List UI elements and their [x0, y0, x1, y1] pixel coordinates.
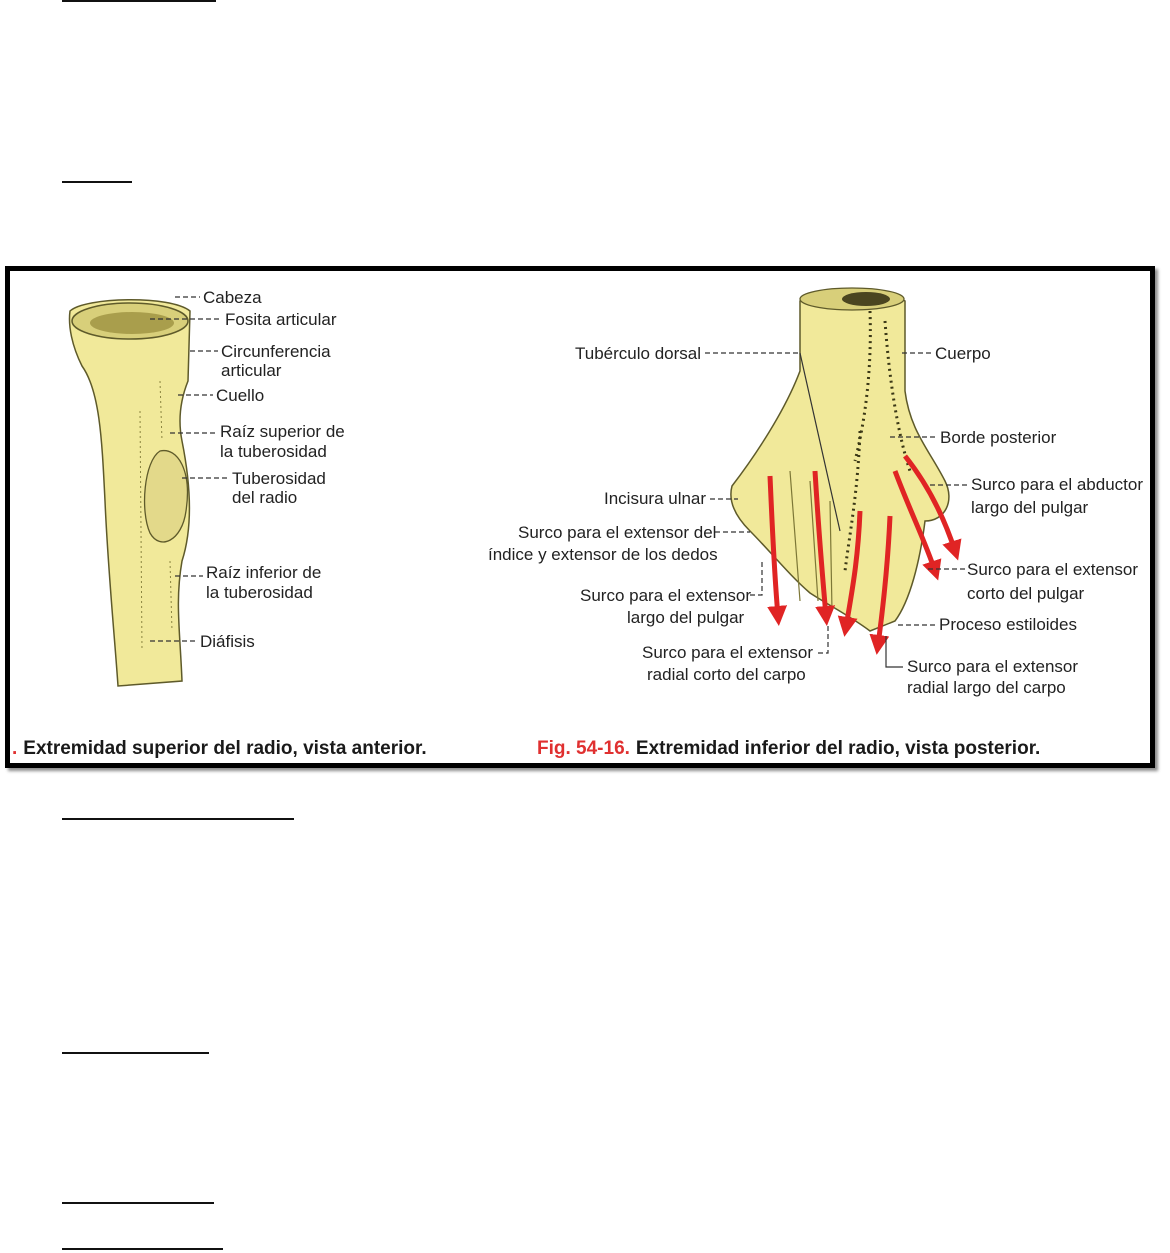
label-tuberosidad-2: del radio	[232, 488, 298, 507]
caption-right	[537, 738, 1040, 759]
heading-underline-2	[62, 181, 132, 183]
lower-radius-illustration	[731, 288, 949, 631]
heading-underline-5	[62, 1202, 214, 1204]
label-circunferencia-1: Circunferencia	[221, 342, 331, 361]
radius-diagram	[10, 271, 1150, 763]
label-borde-posterior: Borde posterior	[940, 428, 1057, 447]
label-radial-corto-1: Surco para el extensor	[642, 643, 814, 662]
label-tuberculo-dorsal: Tubérculo dorsal	[575, 344, 701, 363]
label-diafisis: Diáfisis	[200, 632, 255, 651]
heading-underline-1	[62, 0, 216, 2]
label-cuerpo: Cuerpo	[935, 344, 991, 363]
label-cuello: Cuello	[216, 386, 265, 405]
label-incisura-ulnar: Incisura ulnar	[604, 489, 707, 508]
label-circunferencia-2: articular	[221, 361, 282, 380]
label-extensor-largo-2: largo del pulgar	[627, 608, 745, 627]
caption-right-text: Extremidad inferior del radio, vista posterior.	[635, 738, 1041, 759]
label-extensor-indice-2: índice y extensor de los dedos	[488, 545, 718, 564]
caption-left-prefix: .	[12, 738, 18, 759]
label-radial-corto-2: radial corto del carpo	[647, 665, 806, 684]
label-raiz-superior-1: Raíz superior de	[220, 422, 345, 441]
anatomy-figure	[5, 266, 1155, 768]
label-raiz-inferior-2: la tuberosidad	[206, 583, 313, 602]
label-abductor-1: Surco para el abductor	[971, 475, 1143, 494]
caption-left-text: Extremidad superior del radio, vista anterior.	[23, 738, 427, 759]
label-tuberosidad-1: Tuberosidad	[232, 469, 326, 488]
label-raiz-inferior-1: Raíz inferior de	[206, 563, 322, 582]
label-radial-largo-1: Surco para el extensor	[907, 657, 1079, 676]
caption-right-number: Fig. 54-16.	[537, 738, 630, 759]
label-radial-largo-2: radial largo del carpo	[907, 678, 1066, 697]
caption-left	[12, 738, 427, 759]
label-extensor-corto-2: corto del pulgar	[967, 584, 1085, 603]
label-extensor-largo-1: Surco para el extensor	[580, 586, 752, 605]
label-extensor-indice-1: Surco para el extensor del	[518, 523, 717, 542]
heading-underline-3	[62, 818, 294, 820]
label-abductor-2: largo del pulgar	[971, 498, 1089, 517]
label-extensor-corto-1: Surco para el extensor	[967, 560, 1139, 579]
label-fosita-articular: Fosita articular	[225, 310, 337, 329]
heading-underline-6	[62, 1248, 223, 1250]
upper-radius-illustration	[70, 300, 191, 686]
label-cabeza: Cabeza	[203, 288, 262, 307]
heading-underline-4	[62, 1052, 209, 1054]
label-raiz-superior-2: la tuberosidad	[220, 442, 327, 461]
label-proceso-estiloides: Proceso estiloides	[939, 615, 1077, 634]
